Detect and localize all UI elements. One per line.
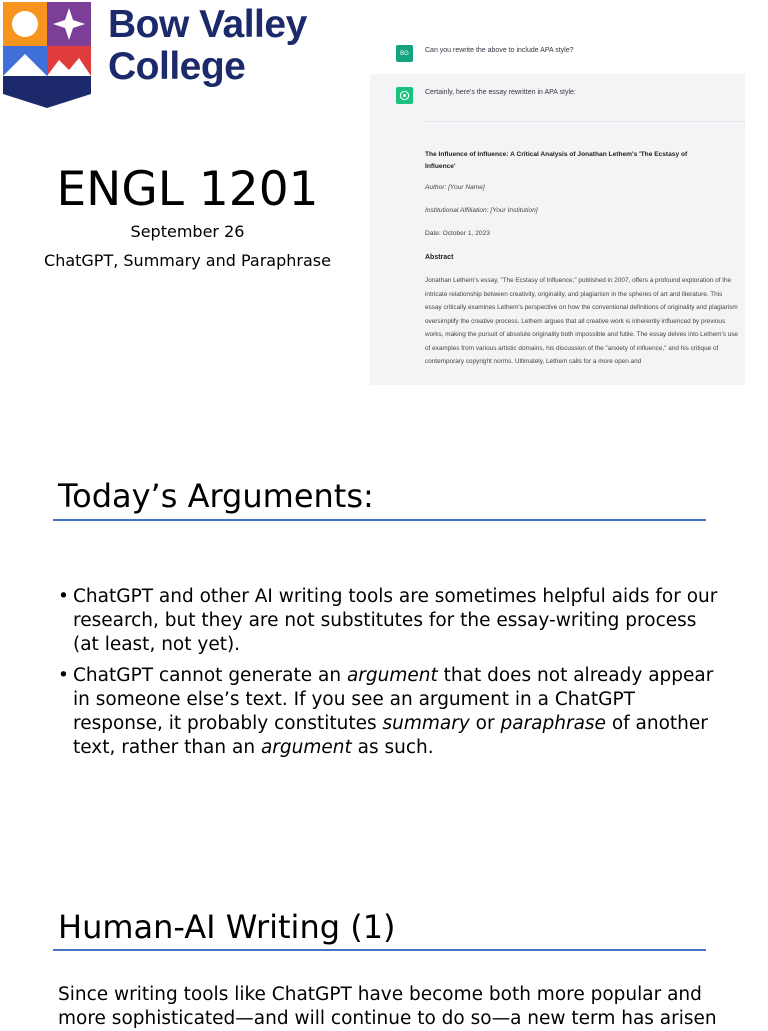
human-ai-writing-slide xyxy=(0,880,768,1029)
bullet-item xyxy=(58,664,718,760)
bullet-text: of another text, rather than an xyxy=(73,713,708,758)
bullet-text: ChatGPT and other AI writing tools are sometimes helpful aids for our research, but they are not substitutes for the essay-writing process (at least, not yet). xyxy=(73,586,718,655)
bullet-list xyxy=(58,585,718,767)
bullet-item xyxy=(58,585,718,657)
logo-line1: Bow Valley xyxy=(108,3,307,46)
emphasis: argument xyxy=(260,737,352,758)
emphasis: paraphrase xyxy=(500,713,606,734)
heading-rule xyxy=(53,519,706,521)
chatgpt-screenshot xyxy=(370,30,745,385)
slide-heading: Human-AI Writing (1) xyxy=(58,908,396,946)
college-logo xyxy=(3,2,307,112)
abstract-body: Jonathan Lethem's essay, "The Ecstasy of Influence," published in 2007, offers a profound exploration of the intricate relationship between creativity, originality, and plagiarism in the spheres of art and literature. This essay critically examines Lethem's perspective on how the conventional definitions of originality and plagiarism oversimplify the creative process. Lethem argues that all creative work is inherently influenced by previous works, making the pursuit of absolute originality both impossible and futile. The essay delves into Lethem's use of examples from various artistic domains, his discussion of the "anxiety of influence," and his critique of contemporary copyright norms. Ultimately, Lethem calls for a more open and xyxy=(425,277,738,365)
logo-line2: College xyxy=(108,45,246,88)
essay-author: Author: [Your Name] xyxy=(425,184,485,191)
user-message: Can you rewrite the above to include APA style? xyxy=(425,47,574,54)
slide-heading: Today’s Arguments: xyxy=(58,477,374,515)
college-wordmark xyxy=(108,4,307,88)
lecture-subtitle: ChatGPT, Summary and Paraphrase xyxy=(44,251,331,270)
user-message-row xyxy=(370,30,745,74)
essay-title: The Influence of Influence: A Critical Analysis of Jonathan Lethem's 'The Ecstasy of Influence' xyxy=(425,151,688,170)
heading-rule xyxy=(53,949,706,951)
slide-paragraph: Since writing tools like ChatGPT have become both more popular and more sophisticated—and will continue to do so—a new term has arisen xyxy=(58,984,717,1029)
emphasis: argument xyxy=(346,665,438,686)
lecture-date: September 26 xyxy=(130,222,245,241)
arguments-slide xyxy=(0,445,768,845)
assistant-intro: Certainly, here's the essay rewritten in APA style: xyxy=(425,89,576,96)
course-title: ENGL 1201 xyxy=(56,162,319,217)
divider xyxy=(425,121,745,122)
abstract-heading: Abstract xyxy=(425,254,454,261)
user-avatar: BG xyxy=(396,45,413,62)
assistant-message-row xyxy=(370,74,745,385)
bullet-text: that does not already appear in someone else’s text. If you see an argument in a ChatGPT response, it probably constitutes xyxy=(73,665,714,734)
bullet-text: ChatGPT cannot generate an xyxy=(73,665,347,686)
bullet-text: or xyxy=(469,713,501,734)
openai-icon xyxy=(396,87,413,104)
emphasis: summary xyxy=(382,713,470,734)
title-slide xyxy=(0,0,768,410)
essay-affiliation: Institutional Affiliation: [Your Institution] xyxy=(425,207,538,214)
college-shield-icon xyxy=(3,2,103,110)
bullet-text: as such. xyxy=(351,737,434,758)
essay-date: Date: October 1, 2023 xyxy=(425,230,490,237)
